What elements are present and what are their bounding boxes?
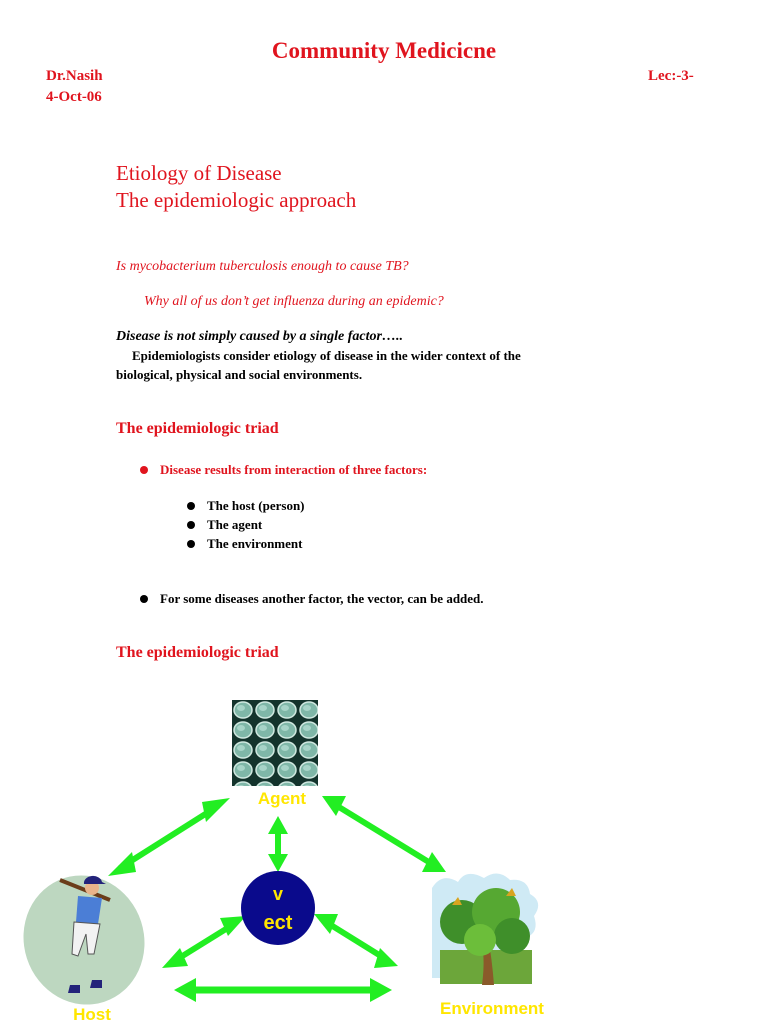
triad-diagram xyxy=(0,690,768,1024)
agent-host-arrow xyxy=(108,798,230,876)
sub-bullet-text: The environment xyxy=(207,536,303,551)
environment-vector-arrow xyxy=(314,914,398,968)
paragraph-line1: Epidemiologists consider etiology of disease in the wider context of the xyxy=(132,348,521,363)
vector-label-line2: ect xyxy=(263,912,293,934)
host-label: Host xyxy=(73,1005,111,1024)
diagram-heading: The epidemiologic triad xyxy=(116,644,279,661)
agent-environment-arrow xyxy=(322,796,446,872)
bullet-dot-icon xyxy=(187,521,195,529)
sub-bullet-text: The agent xyxy=(207,517,263,532)
bullet-dot-icon xyxy=(187,502,195,510)
page-title: Community Medicicne xyxy=(271,38,497,63)
lecture-number: Lec:-3- xyxy=(648,68,694,84)
host-environment-arrow xyxy=(174,978,392,1002)
host-baseball-player-image xyxy=(7,860,161,1021)
triad-heading: The epidemiologic triad xyxy=(116,420,279,437)
sub-bullet xyxy=(187,535,302,553)
author-name: Dr.Nasih xyxy=(46,68,103,84)
bullet-dot-icon xyxy=(140,595,148,603)
sub-bullet xyxy=(187,497,305,515)
lecture-date: 4-Oct-06 xyxy=(46,89,102,105)
bullet-dot-icon xyxy=(187,540,195,548)
question-1: Is mycobacterium tuberculosis enough to cause TB? xyxy=(116,259,409,274)
paragraph-lead: Disease is not simply caused by a single factor….. xyxy=(116,329,403,344)
environment-label: Environment xyxy=(440,999,544,1018)
sub-bullet xyxy=(187,516,262,534)
host-vector-arrow xyxy=(162,916,246,968)
bullet-dot-icon xyxy=(140,466,148,474)
paragraph-line2: biological, physical and social environments. xyxy=(116,367,363,382)
agent-vector-arrow xyxy=(268,816,288,872)
vector-bullet xyxy=(140,590,484,608)
main-bullet xyxy=(140,461,427,479)
environment-tree-image xyxy=(432,873,538,985)
vector-label-line1: v xyxy=(272,884,284,904)
heading-line2: The epidemiologic approach xyxy=(116,188,357,212)
main-bullet-text: Disease results from interaction of three factors: xyxy=(160,462,428,477)
agent-label: Agent xyxy=(257,789,307,808)
question-2: Why all of us don’t get influenza during an epidemic? xyxy=(144,294,444,309)
vector-bullet-text: For some diseases another factor, the vector, can be added. xyxy=(160,591,484,606)
sub-bullet-text: The host (person) xyxy=(207,498,305,513)
agent-microscope-image xyxy=(232,700,318,786)
heading-line1: Etiology of Disease xyxy=(116,161,282,185)
